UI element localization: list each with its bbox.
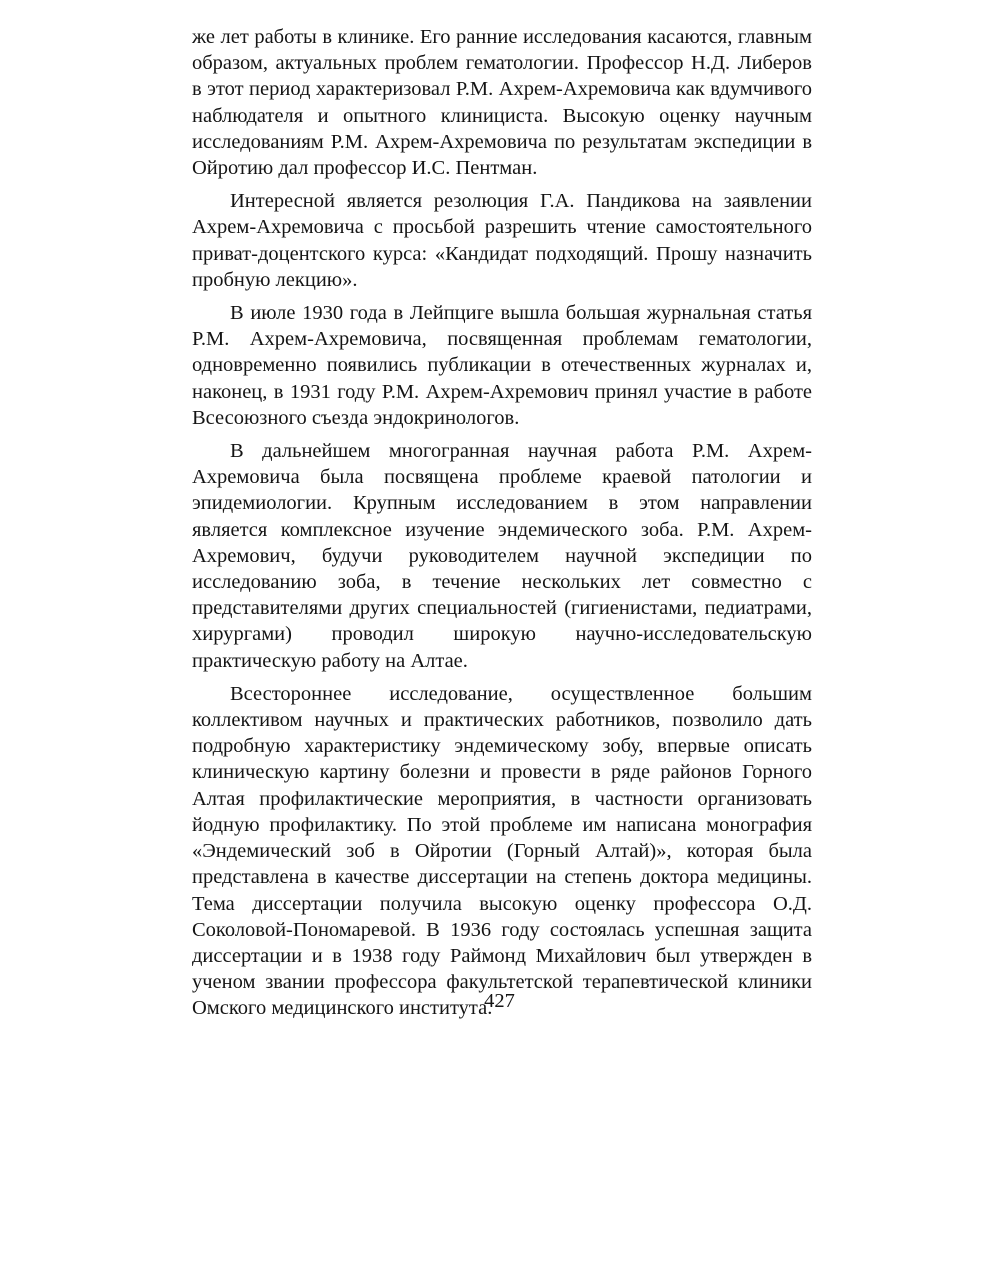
page-number: 427 (484, 990, 515, 1012)
body-text (192, 24, 812, 1029)
paragraph: В дальнейшем многогранная научная работа Р.М. Ахрем-Ахремовича была посвящена проблеме краевой патологии и эпидемиологии. Крупным исследованием в этом направлении является комплексное изучение эндемического зоба. Р.М. Ахрем-Ахремович, будучи руководителем научной экспедиции по исследованию зоба, в течение нескольких лет совместно с представителями других специальностей (гигиенистами, педиатрами, хирургами) проводил широкую научно-исследовательскую практическую работу на Алтае. (192, 440, 812, 672)
paragraph: Всестороннее исследование, осуществленное большим коллективом научных и практических работников, позволило дать подробную характеристику эндемическому зобу, впервые описать клиническую картину болезни и провести в ряде районов Горного Алтая профилактические мероприятия, в частности организовать йодную профилактику. По этой проблеме им написана монография «Эндемический зоб в Ойротии (Горный Алтай)», которая была представлена в качестве диссертации на степень доктора медицины. Тема диссертации получила высокую оценку профессора О.Д. Соколовой-Пономаревой. В 1936 году состоялась успешная защита диссертации и в 1938 году Раймонд Михайлович был утвержден в ученом звании профессора факультетской терапевтической клиники Омского медицинского института. (192, 682, 812, 1020)
paragraph: же лет работы в клинике. Его ранние исследования касаются, главным образом, актуальных проблем гематологии. Профессор Н.Д. Либеров в этот период характеризовал Р.М. Ахрем-Ахремовича как вдумчивого наблюдателя и опытного клинициста. Высокую оценку научным исследованиям Р.М. Ахрем-Ахремовича по результатам экспедиции в Ойротию дал профессор И.С. Пентман. (192, 26, 812, 180)
paragraph: Интересной является резолюция Г.А. Пандикова на заявлении Ахрем-Ахремовича с просьбой разрешить чтение самостоятельного приват-доцентского курса: «Кандидат подходящий. Прошу назначить пробную лекцию». (192, 190, 812, 291)
paragraph: В июле 1930 года в Лейпциге вышла большая журнальная статья Р.М. Ахрем-Ахремовича, посвященная проблемам гематологии, одновременно появились публикации в отечественных журналах и, наконец, в 1931 году Р.М. Ахрем-Ахремович принял участие в работе Всесоюзного съезда эндокринологов. (192, 302, 812, 429)
